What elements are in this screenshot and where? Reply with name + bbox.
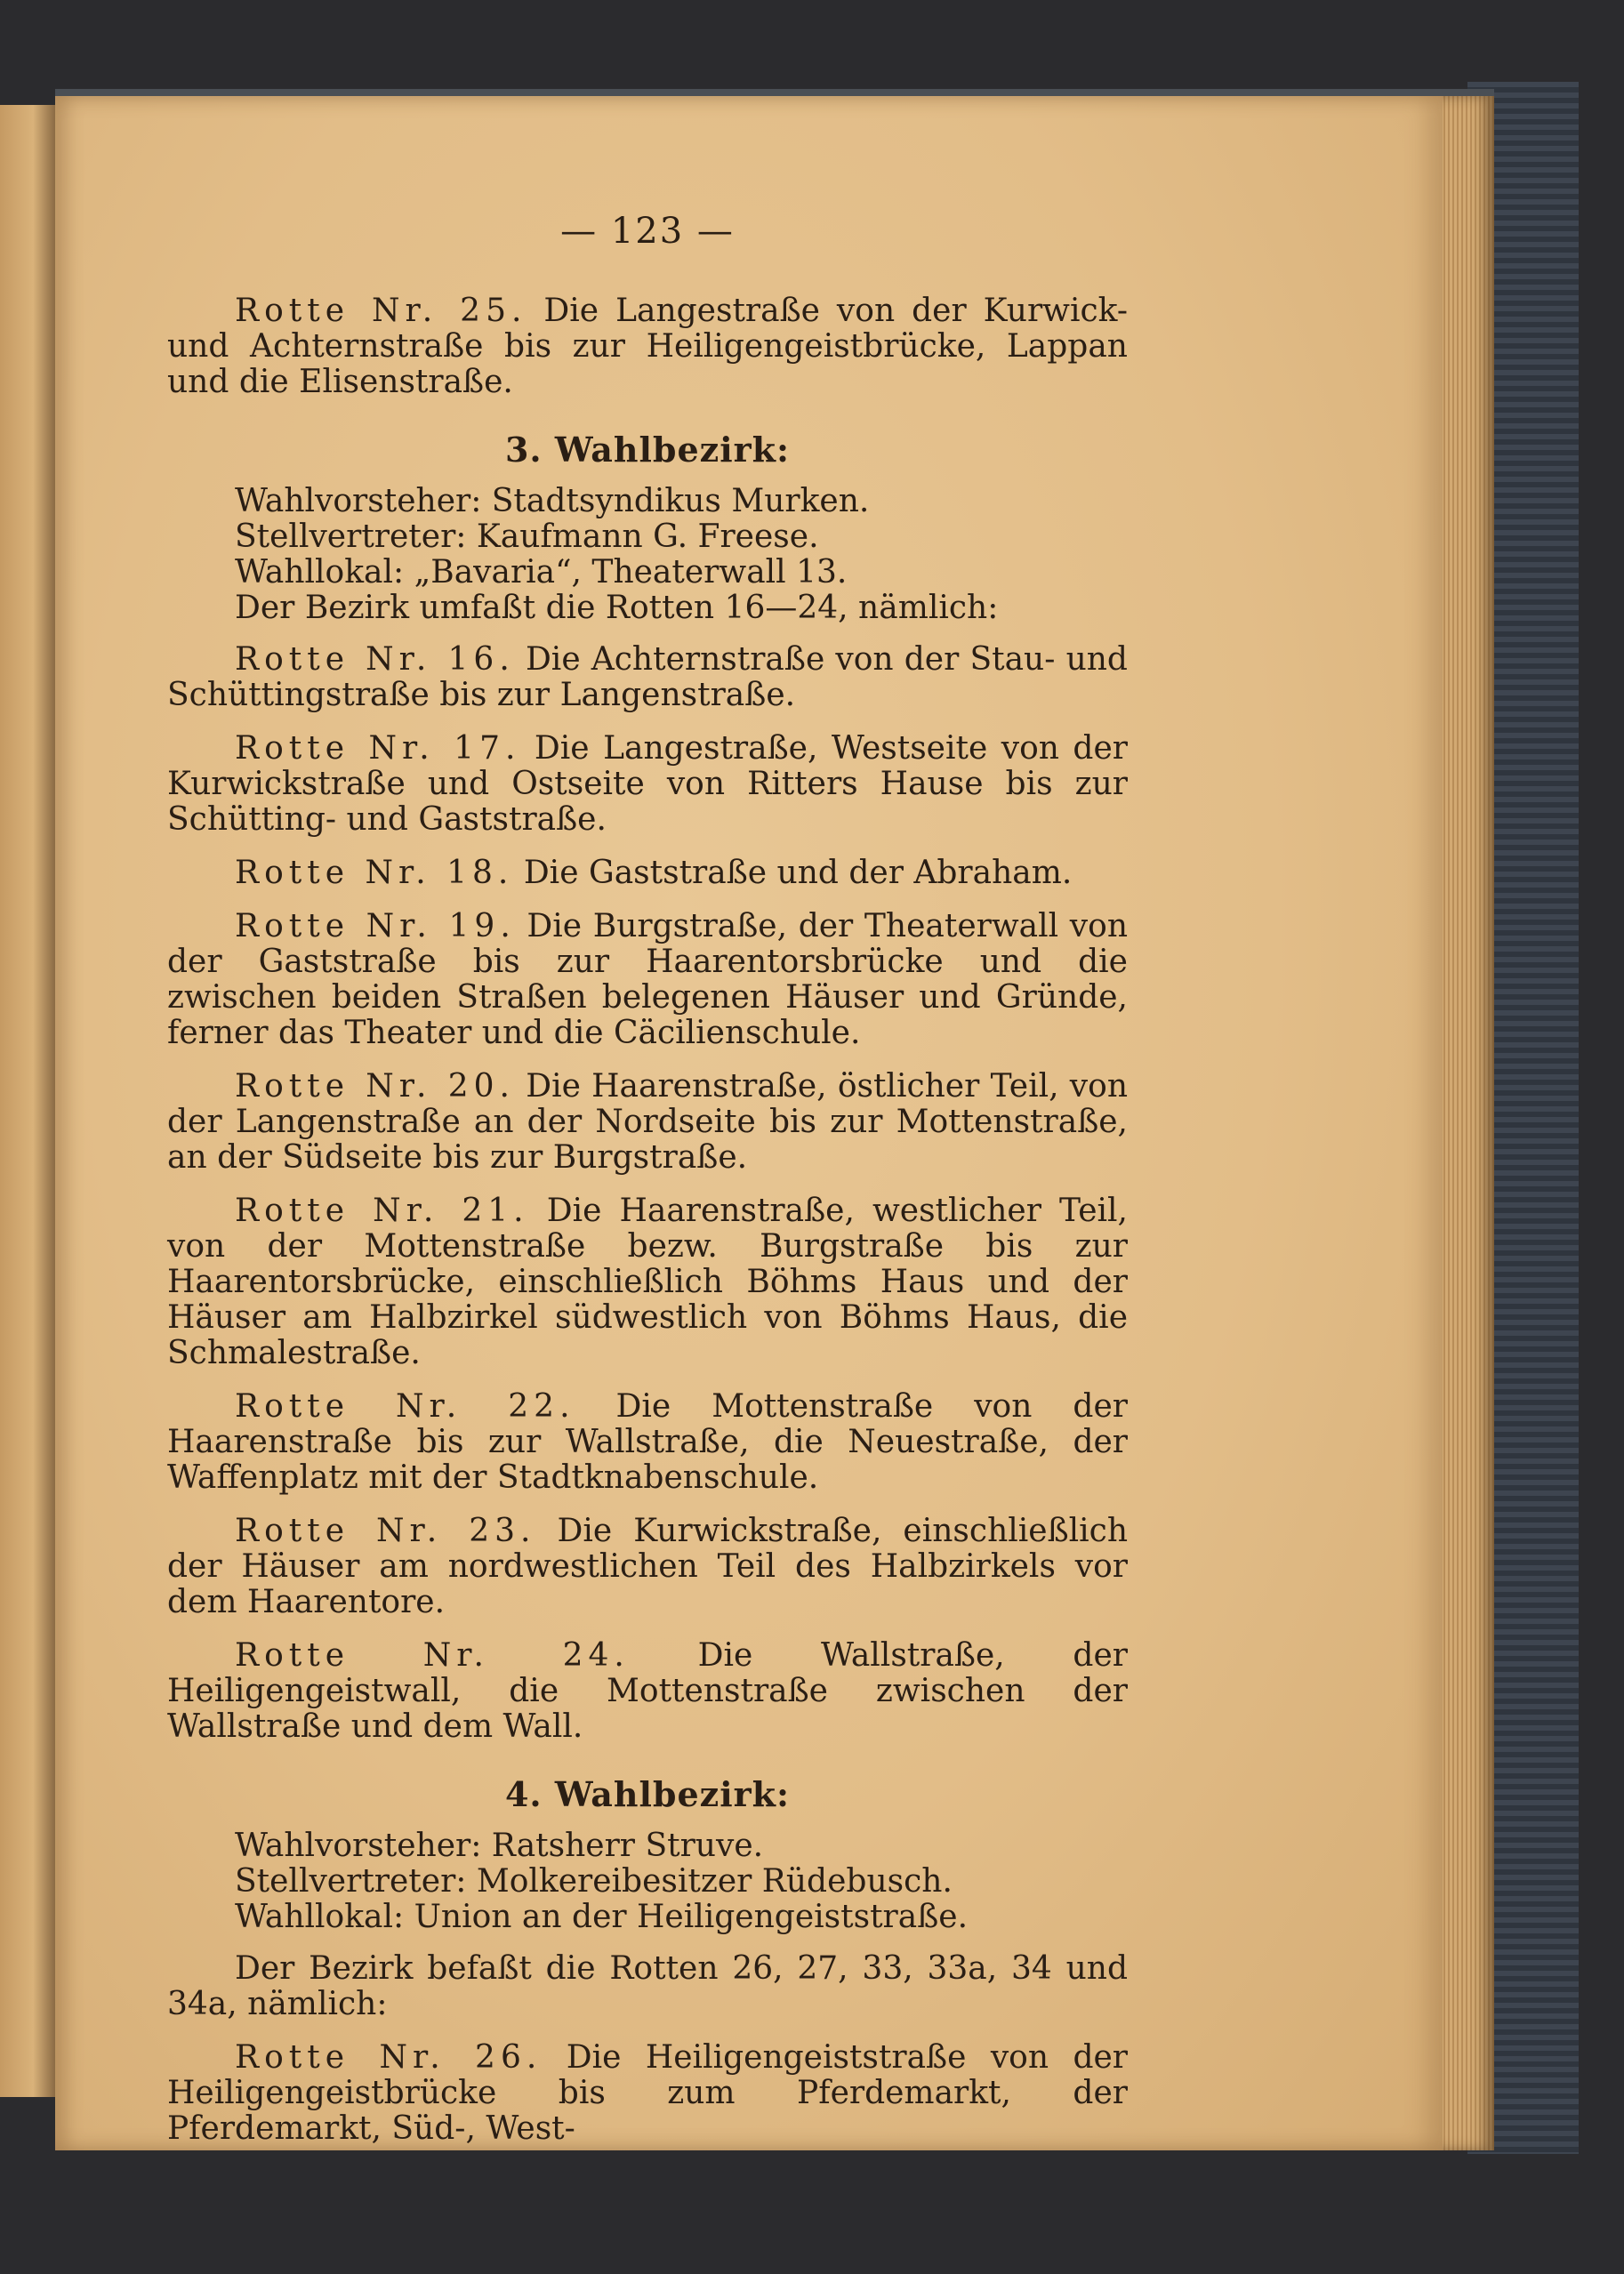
- rotte-label: Rotte Nr. 16.: [235, 641, 515, 678]
- rotte-paragraph: [167, 1069, 1128, 1176]
- rotte-label: Rotte Nr. 20.: [235, 1068, 515, 1105]
- rotte-paragraph: [167, 1514, 1128, 1620]
- rotte-label: Rotte Nr. 23.: [235, 1513, 536, 1549]
- rotte-text: Die Kurwickstraße, einschließlich der Häuser am nordwestlichen Teil des Halbzirkels vor dem Haarentore.: [167, 1513, 1129, 1620]
- rotte-label: Rotte Nr. 17.: [235, 730, 521, 767]
- info-line: Wahllokal: Union an der Heiligengeiststraße.: [235, 1899, 969, 1935]
- rotte-text: Die Achternstraße von der Stau- und Schüttingstraße bis zur Langenstraße.: [167, 641, 1128, 713]
- info-line: Wahlvorsteher: Ratsherr Struve.: [235, 1828, 764, 1864]
- page-number: — 123 —: [560, 211, 735, 252]
- rotte-paragraph: [167, 293, 1128, 400]
- rotte-label: Rotte Nr. 18.: [235, 855, 514, 891]
- section-heading-4: 4. Wahlbezirk:: [504, 1774, 791, 1814]
- rotte-text: Die Haarenstraße, östlicher Teil, von der Langenstraße an der Nordseite bis zur Mottenstraße, an der Südseite bis zur Burgstraße.: [167, 1068, 1129, 1176]
- rotte-paragraph: [167, 1638, 1128, 1745]
- rotte-text: Die Burgstraße, der Theaterwall von der Gaststraße bis zur Haarentorsbrücke und die zwischen beiden Straßen belegenen Häuser und Gründe, ferner das Theater und die Cäcilienschule.: [167, 908, 1128, 1051]
- rotte-label: Rotte Nr. 21.: [235, 1193, 529, 1229]
- rotte-paragraph: [167, 731, 1128, 838]
- info-line: Wahlvorsteher: Stadtsyndikus Murken.: [235, 483, 870, 519]
- rotte-text: Die Langestraße, Westseite von der Kurwickstraße und Ostseite von Ritters Hause bis zur Schütting- und Gaststraße.: [167, 730, 1128, 838]
- left-page-edge: [0, 105, 55, 2097]
- rotte-paragraph: [167, 856, 1128, 891]
- rotte-label: Rotte Nr. 19.: [235, 908, 516, 944]
- rotte-paragraph: [167, 1389, 1128, 1496]
- info-line: Wahllokal: „Bavaria“, Theaterwall 13.: [235, 554, 848, 591]
- rotte-paragraph: [167, 1193, 1128, 1371]
- section-heading-3: 3. Wahlbezirk:: [504, 430, 791, 470]
- info-line: Stellvertreter: Kaufmann G. Freese.: [235, 518, 819, 555]
- rotte-paragraph: [167, 642, 1128, 713]
- bezirk-intro: Der Bezirk befaßt die Rotten 26, 27, 33, 33a, 34 und 34a, nämlich:: [167, 1950, 1128, 2022]
- info-line: Der Bezirk umfaßt die Rotten 16—24, nämlich:: [235, 590, 999, 626]
- rotte-text: Die Mottenstraße von der Haarenstraße bis zur Wallstraße, die Neuestraße, der Waffenplatz mit der Stadtknabenschule.: [167, 1388, 1128, 1496]
- rotte-label: Rotte Nr. 26.: [235, 2039, 543, 2076]
- info-line: Stellvertreter: Molkereibesitzer Rüdebusch.: [235, 1863, 953, 1900]
- rotte-text: Die Langestraße von der Kurwick- und Achternstraße bis zur Heiligengeistbrücke, Lappan und die Elisenstraße.: [167, 293, 1128, 400]
- rotte-paragraph: [167, 909, 1128, 1051]
- rotte-text: Die Haarenstraße, westlicher Teil, von der Mottenstraße bezw. Burgstraße bis zur Haarentorsbrücke, einschließlich Böhms Haus und der Häuser am Halbzirkel südwestlich von Böhms Haus, die Schmalestraße.: [167, 1193, 1128, 1371]
- rotte-paragraph: [167, 2040, 1128, 2147]
- rotte-label: Rotte Nr. 24.: [235, 1637, 630, 1674]
- page-content: [167, 213, 1128, 2165]
- rotte-text: Die Wallstraße, der Heiligengeistwall, die Mottenstraße zwischen der Wallstraße und dem Wall.: [167, 1637, 1128, 1745]
- rotte-label: Rotte Nr. 25.: [235, 293, 527, 329]
- rotte-label: Rotte Nr. 22.: [235, 1388, 575, 1425]
- rotte-text: Die Heiligengeiststraße von der Heiligengeistbrücke bis zum Pferdemarkt, der Pferdemarkt, Süd-, West-: [167, 2039, 1128, 2147]
- rotte-text: Die Gaststraße und der Abraham.: [523, 855, 1073, 891]
